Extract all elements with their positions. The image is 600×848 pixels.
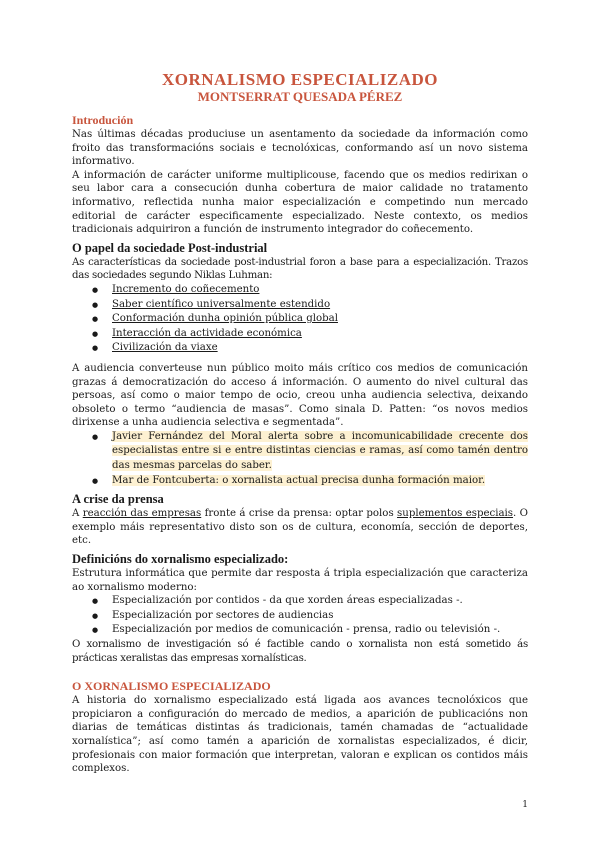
definitions-heading: Definicións do xornalismo especializado:	[72, 552, 289, 567]
crisis-underlined-1: reacción das empresas	[82, 508, 202, 520]
list-item	[92, 474, 528, 489]
post-industrial-paragraph-1: As características da sociedade post-industrial foron a base para a especialización. Trazos das sociedades segundo Niklas Luhman:	[72, 256, 528, 282]
list-item: ● Saber científico universalmente estendido	[92, 298, 528, 313]
crisis-underlined-2: suplementos especiais	[397, 508, 514, 520]
highlight-list	[72, 430, 528, 488]
specialization-list	[72, 594, 528, 638]
crisis-text-post: . O exemplo máis representativo disto son os de cultura, economía, sección de deportes, etc.	[72, 508, 528, 547]
list-item: ● Especialización por contidos - da que xorden áreas especializadas -.	[92, 594, 528, 609]
highlighted-text: Javier Fernández del Moral alerta sobre a incomunicabilidade crecente dos especialistas entre si e entre distintas ciencias e ramas, así como tamén dentro das mesmas parcelas do saber.	[112, 430, 528, 472]
intro-paragraph-2: A información de carácter uniforme multiplicouse, facendo que os medios redirixan o seu labor cara a consecución dunha cobertura de maior calidade no tratamento informativo, reflectida nunha maior especialización e competindo nun mercado editorial de carácter especificamente especializado. Neste contexto, os medios tradicionais adquiriron a función de instrumento integrador do coñecemento.	[72, 169, 528, 236]
post-industrial-heading: O papel da sociedade Post-industrial	[72, 240, 268, 255]
section2-paragraph: A historia do xornalismo especializado está ligada aos avances tecnolóxicos que propiciaron a configuración do mercado de medios, a aparición de publicacións non diarias de temáticas distintas ás tradicionais, tamén chamadas de “actualidade xornalística”; así como tamén a aparición de xornalistas especializados, é dicir, profesionais con maior formación que interpretan, valoran e explican os contidos máis complexos.	[72, 695, 528, 775]
list-item: ● Especialización por sectores de audiencias	[92, 609, 528, 624]
list-item: ● Conformación dunha opinión pública global	[92, 312, 528, 327]
crisis-paragraph	[72, 507, 528, 548]
definitions-paragraph-2: O xornalismo de investigación só é factible cando o xornalista non está sometido ás prácticas xeralistas das empresas xornalísticas.	[72, 639, 528, 664]
crisis-text-pre: A	[72, 508, 83, 520]
crisis-text-mid: fronte á crise da prensa: optar polos	[201, 508, 398, 520]
document-title: XORNALISMO ESPECIALIZADO	[161, 70, 438, 89]
intro-paragraph-1: Nas últimas décadas produciuse un asentamento da sociedade da información como froito das transformacións sociais e tecnolóxicas, conformando así un novo sistema informativo.	[72, 129, 528, 168]
post-industrial-paragraph-2: A audiencia converteuse nun público moito máis crítico cos medios de comunicación grazas á democratización do acceso á información. O aumento do nivel cultural das persoas, así como o maior tempo de ocio, creou unha audiencia selectiva, deixando obsoleto o termo “audiencia de masas”. Como sinala D. Patten: “os novos medios dirixense a unha audiencia selectiva e segmentada”.	[72, 362, 528, 429]
highlighted-text: Mar de Fontcuberta: o xornalista actual precisa dunha formación maior.	[112, 474, 486, 486]
section2-heading: O XORNALISMO ESPECIALIZADO	[72, 679, 271, 694]
page-number: 1	[522, 800, 528, 810]
crisis-heading: A crise da prensa	[72, 492, 164, 507]
document-author: MONTSERRAT QUESADA PÉREZ	[197, 89, 403, 104]
list-item: ● Civilización da viaxe	[92, 341, 528, 356]
list-item: ● Interacción da actividade económica	[92, 327, 528, 342]
list-item	[92, 430, 528, 474]
intro-heading: Introdución	[72, 113, 134, 127]
list-item: ● Incremento do coñecemento	[92, 283, 528, 298]
definitions-paragraph-1: Estrutura informática que permite dar resposta á tripla especialización que caracteriza ao xornalismo moderno:	[72, 568, 528, 593]
luhman-traits-list	[72, 283, 528, 356]
list-item: ● Especialización por medios de comunicación - prensa, radio ou televisión -.	[92, 623, 528, 638]
